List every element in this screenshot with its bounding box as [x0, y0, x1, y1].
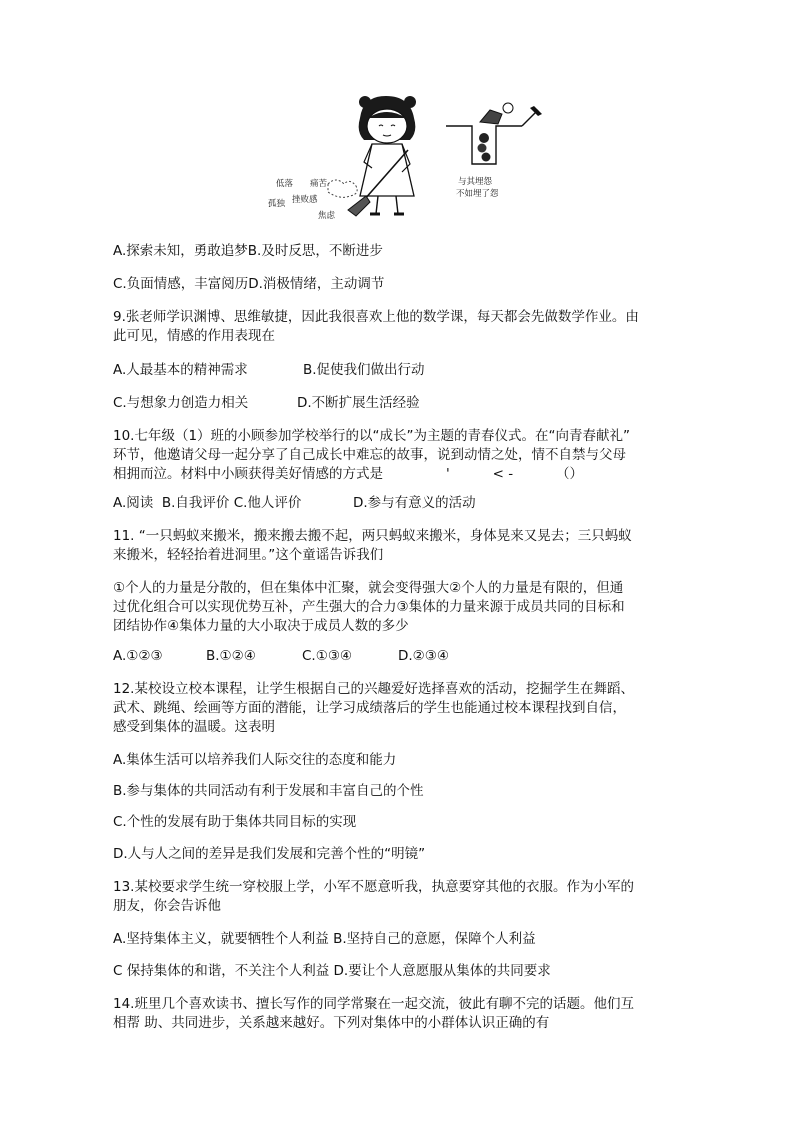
- q13-stem-line-2: 朋友，你会告诉他: [113, 898, 221, 914]
- q12-option-b: B.参与集体的共同活动有利于发展和丰富自己的个性: [113, 783, 424, 799]
- q10-stem-marks: ' < - （）: [446, 466, 584, 482]
- q11-option-b: B.①②④: [206, 648, 256, 664]
- comic-illustration: [268, 88, 558, 228]
- q10-stem-line-1: 10.七年级（1）班的小顾参加学校举行的以“成长”为主题的青春仪式。在“向青春献礼”: [113, 428, 631, 444]
- q11-option-a: A.①②③: [113, 648, 163, 664]
- q12-option-d: D.人与人之间的差异是我们发展和完善个性的“明镜”: [113, 846, 426, 862]
- q11-stem-line-1: 11. “一只蚂蚁来搬米，搬来搬去搬不起，两只蚂蚁来搬米，身体晃来又晃去；三只蚂蚁: [113, 528, 632, 544]
- q11-stem-line-2: 来搬米，轻轻抬着进洞里。”这个童谣告诉我们: [113, 547, 384, 563]
- pit-burial-figure: [446, 103, 542, 164]
- caption-anxiety: 焦虑: [318, 211, 336, 221]
- q8-option-cd: C.负面情感，丰富阅历D.消极情绪，主动调节: [113, 276, 385, 292]
- caption-lonely: 孤独: [268, 199, 286, 209]
- girl-sweeping-figure: [328, 96, 416, 216]
- q14-stem-line-1: 14.班里几个喜欢读书、擅长写作的同学常聚在一起交流，彼此有聊不完的话题。他们互: [113, 996, 634, 1012]
- q11-item-line-2: 过优化组合可以实现优势互补，产生强大的合力③集体的力量来源于成员共同的目标和: [113, 599, 625, 615]
- q10-stem-line-2: 环节，他邀请父母一起分享了自己成长中难忘的故事，说到动情之处，情不自禁与父母: [113, 447, 626, 463]
- q11-item-line-3: 团结协作④集体力量的大小取决于成员人数的多少: [113, 618, 409, 634]
- q11-option-c: C.①③④: [302, 648, 353, 664]
- q13-stem-line-1: 13.某校要求学生统一穿校服上学，小军不愿意听我，执意要穿其他的衣服。作为小军的: [113, 879, 634, 895]
- q12-stem-line-2: 武术、跳绳、绘画等方面的潜能，让学习成绩落后的学生也能通过校本课程找到自信，: [113, 700, 626, 716]
- caption-low: 低落: [276, 179, 294, 189]
- q10-option-d: D.参与有意义的活动: [353, 495, 476, 511]
- q11-item-line-1: ①个人的力量是分散的，但在集体中汇聚，就会变得强大②个人的力量是有限的，但通: [113, 580, 624, 596]
- q12-option-a: A.集体生活可以培养我们人际交往的态度和能力: [113, 752, 397, 768]
- caption-bury-2: 不如埋了怨: [456, 189, 499, 199]
- q9-option-b: B.促使我们做出行动: [303, 362, 425, 378]
- caption-frustration: 挫败感: [292, 195, 318, 205]
- q12-stem-line-1: 12.某校设立校本课程，让学生根据自己的兴趣爱好选择喜欢的活动，挖掘学生在舞蹈、: [113, 681, 634, 697]
- q13-option-ab: A.坚持集体主义，就要牺牲个人利益 B.坚持自己的意愿，保障个人利益: [113, 931, 536, 947]
- q10-stem-line-3: 相拥而泣。材料中小顾获得美好情感的方式是: [113, 466, 383, 482]
- caption-pain: 痛苦: [310, 179, 328, 189]
- q10-option-abc: A.阅读 B.自我评价 C.他人评价: [113, 495, 302, 511]
- caption-bury-1: 与其埋怨: [458, 177, 493, 187]
- q9-option-a: A.人最基本的精神需求: [113, 362, 248, 378]
- q9-option-c: C.与想象力创造力相关: [113, 395, 249, 411]
- q11-option-d: D.②③④: [398, 648, 449, 664]
- q14-stem-line-2: 相帮 助、共同进步，关系越来越好。下列对集体中的小群体认识正确的有: [113, 1015, 550, 1031]
- q8-option-ab: A.探索未知，勇敢追梦B.及时反思，不断进步: [113, 243, 383, 259]
- q9-stem-line-2: 此可见，情感的作用表现在: [113, 328, 275, 344]
- q9-stem-line-1: 9.张老师学识渊博、思维敏捷，因此我很喜欢上他的数学课，每天都会先做数学作业。由: [113, 309, 639, 325]
- q13-option-cd: C 保持集体的和谐，不关注个人利益 D.要让个人意愿服从集体的共同要求: [113, 963, 551, 979]
- q9-option-d: D.不断扩展生活经验: [297, 395, 420, 411]
- q12-stem-line-3: 感受到集体的温暖。这表明: [113, 719, 275, 735]
- q12-option-c: C.个性的发展有助于集体共同目标的实现: [113, 814, 357, 830]
